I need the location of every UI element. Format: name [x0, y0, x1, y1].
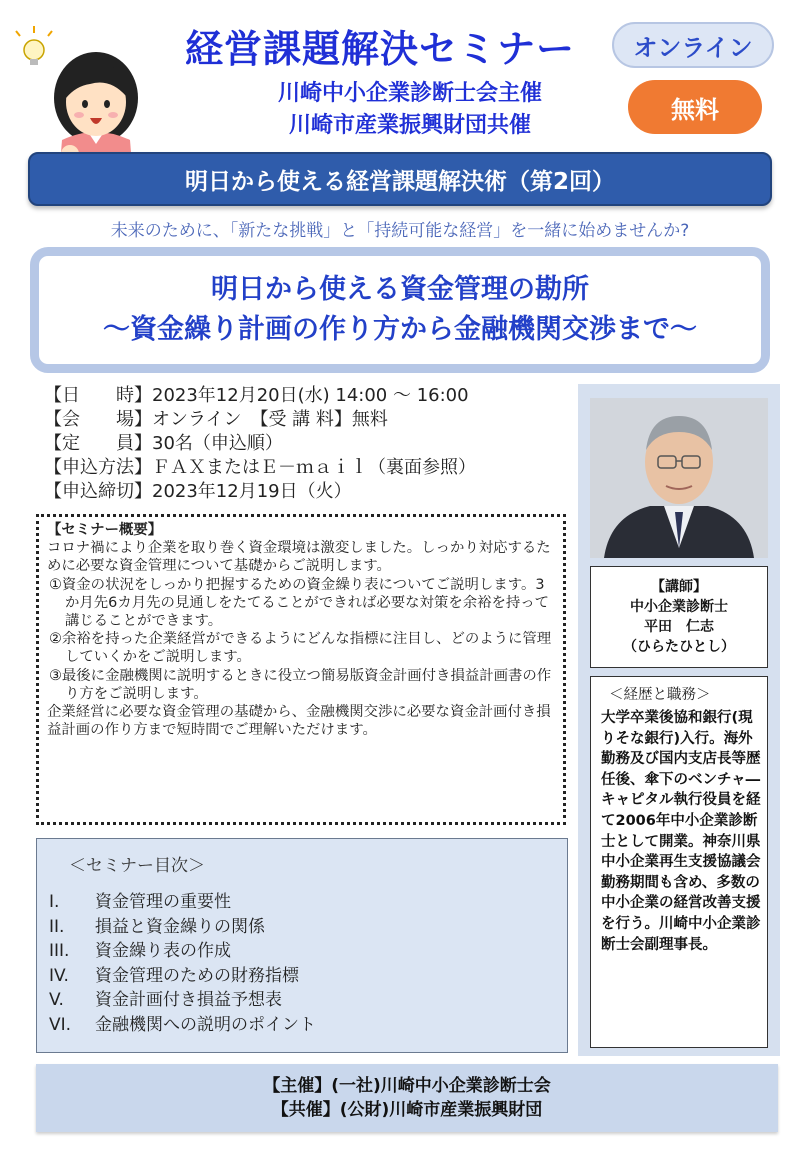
lightbulb-icon [16, 26, 52, 65]
organizer-line: 【主催】(一社)川崎中小企業診断士会 [263, 1076, 551, 1096]
event-info [44, 384, 584, 504]
toc-item: V. 資金計画付き損益予想表 [49, 990, 282, 1010]
career-text: 大学卒業後協和銀行(現りそな銀行)入行。海外勤務及び国内支店長等歴任後、傘下のベンチャ―キャピタル執行役員を経て2006年中小企業診断士として開業。神奈川県中小企業再生支援協議会勤務期間も含め、多数の中小企業の経営改善支援を行う。川崎中小企業診断士会副理事長。 [601, 710, 761, 953]
career-box [590, 676, 768, 1048]
toc-item: III. 資金繰り表の作成 [49, 941, 231, 961]
seminar-overview [36, 514, 566, 825]
lecturer-photo [590, 398, 768, 558]
info-datetime: 【日 時】2023年12月20日(水) 14:00 ～ 16:00 [44, 385, 469, 406]
cohost-line: 川崎市産業振興財団共催 [288, 113, 531, 138]
overview-item: ②余裕を持った企業経営ができるようにどんな指標に注目し、どのように管理していくかをご説明します。 [49, 631, 552, 666]
seminar-title: 明日から使える資金管理の勘所 [211, 274, 589, 305]
info-capacity: 【定 員】30名（申込順） [44, 433, 283, 454]
lecturer-label: 【講師】 [651, 579, 707, 595]
overview-intro: コロナ禍により企業を取り巻く資金環境は激変しました。しっかり対応するために必要な資金管理について基礎からご説明します。 [47, 540, 551, 575]
lecturer-name: 平田 仁志 [644, 619, 714, 635]
toc-item: I. 資金管理の重要性 [49, 892, 231, 912]
lecturer-title: 中小企業診断士 [630, 599, 728, 615]
toc-title: ＜セミナー目次＞ [69, 856, 205, 876]
info-deadline: 【申込締切】2023年12月19日（火） [44, 481, 352, 502]
host-line: 川崎中小企業診断士会主催 [277, 81, 542, 106]
organizer-footer [36, 1064, 778, 1132]
career-title: ＜経歴と職務＞ [609, 687, 711, 703]
page-title: 経営課題解決セミナー [184, 27, 575, 71]
overview-heading: 【セミナー概要】 [47, 522, 163, 538]
cosponsor-line: 【共催】(公財)川崎市産業振興財団 [271, 1100, 543, 1120]
online-badge: オンライン [612, 22, 774, 68]
lecturer-reading: （ひらたひとし） [623, 639, 735, 655]
seminar-subtitle: ～資金繰り計画の作り方から金融機関交渉まで～ [103, 314, 697, 345]
info-venue: 【会 場】オンライン 【受 講 料】無料 [44, 409, 388, 430]
series-banner: 明日から使える経営課題解決術（第2回） [28, 152, 772, 206]
seminar-title-box [30, 247, 770, 373]
toc-item: IV. 資金管理のための財務指標 [49, 965, 299, 986]
table-of-contents [36, 838, 568, 1053]
tagline: 未来のために、「新たな挑戦」と「持続可能な経営」を一緒に始めませんか? [110, 221, 690, 241]
free-badge: 無料 [628, 80, 762, 134]
info-method: 【申込方法】ＦＡＸまたはＥ－ｍａｉｌ（裏面参照） [44, 457, 476, 478]
overview-item: ①資金の状況をしっかり把握するための資金繰り表についてご説明します。3か月先6カ月先の見通しをたてることができれば必要な対策を余裕を持って講じることができます。 [49, 576, 550, 630]
toc-item: VI. 金融機関への説明のポイント [49, 1014, 316, 1035]
overview-item: ③最後に金融機関に説明するときに役立つ簡易版資金計画付き損益計画書の作り方をご説明します。 [49, 667, 552, 702]
lecturer-info [590, 566, 768, 668]
overview-closing: 企業経営に必要な資金管理の基礎から、金融機関交渉に必要な資金計画付き損益計画の作り方まで短時間でご理解いただけます。 [47, 704, 551, 739]
toc-item: II. 損益と資金繰りの関係 [49, 916, 265, 937]
